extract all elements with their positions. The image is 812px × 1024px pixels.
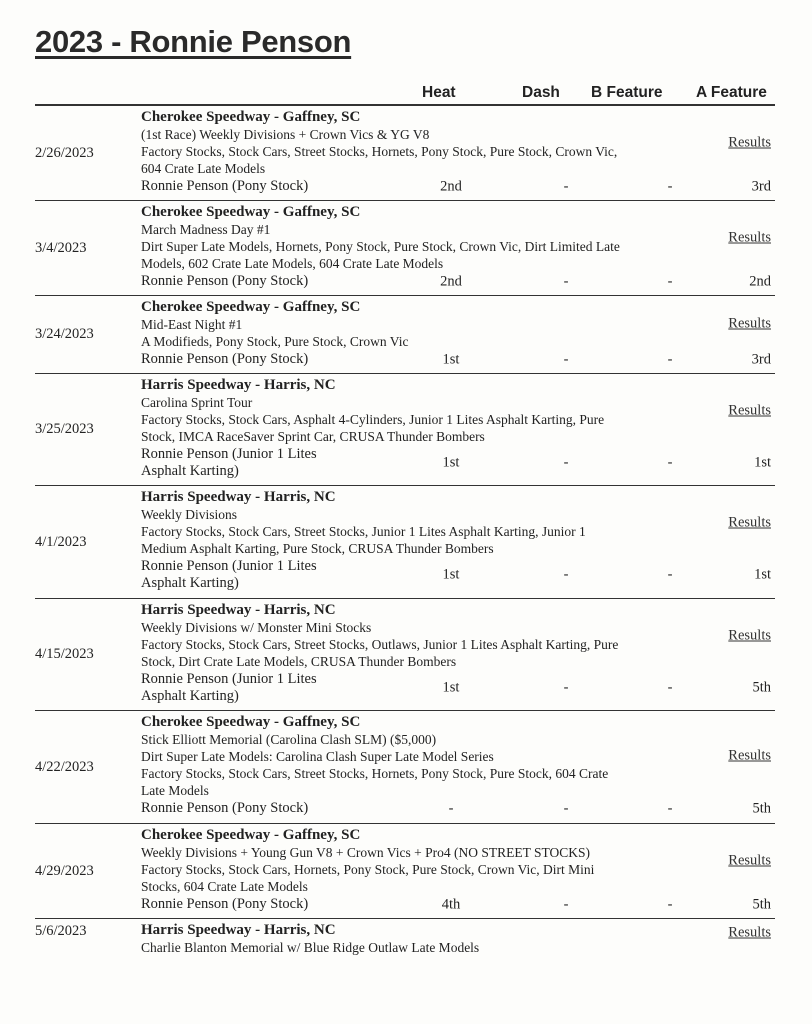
driver-class-line: Ronnie Penson (Junior 1 Lites	[141, 446, 317, 462]
race-description-line: (1st Race) Weekly Divisions + Crown Vics & YG V8	[141, 127, 430, 142]
race-info	[141, 921, 775, 956]
a-feature-placing: 3rd	[751, 351, 771, 367]
race-text	[141, 921, 701, 956]
a-feature-placing: 3rd	[751, 178, 771, 194]
race-date-text: 3/4/2023	[35, 239, 87, 256]
race-description-line: Medium Asphalt Karting, Pure Stock, CRUSA Thunder Bombers	[141, 541, 494, 556]
driver-class-line: Ronnie Penson (Junior 1 Lites	[141, 671, 317, 687]
heat-placing: 2nd	[440, 273, 462, 289]
driver-result-row	[141, 800, 775, 817]
race-date	[35, 711, 141, 823]
venue: Harris Speedway - Harris, NC	[141, 377, 336, 393]
race-details	[141, 486, 775, 598]
b-feature-placing: -	[667, 273, 673, 289]
driver-result-row	[141, 558, 775, 592]
column-header-dash: Dash	[522, 84, 560, 101]
race-date	[35, 824, 141, 918]
race-text	[141, 713, 701, 799]
driver-class	[141, 178, 346, 195]
race-description-line: Factory Stocks, Stock Cars, Street Stocks, Hornets, Pony Stock, Pure Stock, 604 Crate	[141, 766, 609, 781]
page-title: 2023 - Ronnie Penson	[35, 24, 352, 59]
race-row	[35, 106, 775, 201]
race-row	[35, 599, 775, 711]
race-description-line: Dirt Super Late Models: Carolina Clash Super Late Model Series	[141, 749, 494, 764]
driver-class	[141, 446, 346, 480]
venue: Cherokee Speedway - Gaffney, SC	[141, 827, 361, 843]
race-description-line: A Modifieds, Pony Stock, Pure Stock, Crown Vic	[141, 334, 409, 349]
results-link[interactable]: Results	[728, 627, 771, 643]
driver-class-line: Ronnie Penson (Junior 1 Lites	[141, 558, 317, 574]
race-description-line: Models, 602 Crate Late Models, 604 Crate Late Models	[141, 256, 444, 271]
race-description-line: Stick Elliott Memorial (Carolina Clash SLM) ($5,000)	[141, 732, 437, 747]
race-info	[141, 108, 775, 177]
a-feature-placing: 1st	[754, 566, 771, 583]
race-description-line: Factory Stocks, Stock Cars, Street Stocks, Outlaws, Junior 1 Lites Asphalt Karting, Pure	[141, 637, 619, 652]
race-description-line: Weekly Divisions w/ Monster Mini Stocks	[141, 620, 372, 635]
a-feature-placing: 2nd	[749, 273, 771, 289]
race-description-line: Factory Stocks, Stock Cars, Street Stocks, Junior 1 Lites Asphalt Karting, Junior 1	[141, 524, 586, 539]
driver-result-row	[141, 178, 775, 195]
results-link[interactable]: Results	[728, 852, 771, 868]
b-feature-placing: -	[667, 800, 673, 816]
race-date	[35, 106, 141, 200]
dash-placing: -	[563, 800, 569, 816]
driver-class	[141, 896, 346, 913]
heat-placing: 2nd	[440, 178, 462, 194]
results-link[interactable]: Results	[728, 134, 771, 150]
race-text	[141, 826, 701, 895]
race-description-line: Dirt Super Late Models, Hornets, Pony Stock, Pure Stock, Crown Vic, Dirt Limited Late	[141, 239, 620, 254]
race-description-line: March Madness Day #1	[141, 222, 271, 237]
race-info	[141, 488, 775, 557]
driver-result-row	[141, 446, 775, 480]
venue: Cherokee Speedway - Gaffney, SC	[141, 109, 361, 125]
dash-placing: -	[563, 273, 569, 289]
column-header-a-feature: A Feature	[696, 84, 767, 101]
race-date-text: 4/29/2023	[35, 862, 94, 879]
race-description-line: Factory Stocks, Stock Cars, Hornets, Pony Stock, Pure Stock, Crown Vic, Dirt Mini	[141, 862, 595, 877]
dash-placing: -	[563, 454, 569, 471]
race-date	[35, 374, 141, 485]
race-info	[141, 601, 775, 670]
race-description-line: 604 Crate Late Models	[141, 161, 266, 176]
race-info	[141, 826, 775, 895]
race-text	[141, 488, 701, 557]
results-link[interactable]: Results	[728, 229, 771, 245]
race-info	[141, 203, 775, 272]
race-info	[141, 298, 775, 350]
race-details	[141, 919, 775, 961]
race-description-line: Stocks, 604 Crate Late Models	[141, 879, 308, 894]
race-date	[35, 599, 141, 710]
b-feature-placing: -	[667, 454, 673, 471]
driver-result-row	[141, 671, 775, 705]
venue: Cherokee Speedway - Gaffney, SC	[141, 714, 361, 730]
race-info	[141, 713, 775, 799]
race-description-line: Charlie Blanton Memorial w/ Blue Ridge Outlaw Late Models	[141, 940, 480, 955]
race-date	[35, 486, 141, 598]
heat-placing: 1st	[442, 351, 460, 367]
b-feature-placing: -	[667, 351, 673, 367]
race-details	[141, 599, 775, 710]
driver-class	[141, 558, 346, 592]
driver-result-row	[141, 273, 775, 290]
race-date-text: 4/1/2023	[35, 533, 87, 550]
race-text	[141, 203, 701, 272]
race-description-line: Late Models	[141, 783, 209, 798]
dash-placing: -	[563, 679, 569, 696]
driver-class	[141, 671, 346, 705]
column-header-b-feature: B Feature	[591, 84, 663, 101]
race-description-line: Mid-East Night #1	[141, 317, 243, 332]
driver-class-line: Asphalt Karting)	[141, 575, 239, 591]
heat-placing: 1st	[442, 454, 460, 471]
venue: Cherokee Speedway - Gaffney, SC	[141, 299, 361, 315]
race-details	[141, 711, 775, 823]
driver-class	[141, 351, 346, 368]
race-details	[141, 201, 775, 295]
race-row	[35, 824, 775, 919]
driver-class	[141, 273, 346, 290]
a-feature-placing: 1st	[754, 454, 771, 471]
heat-placing: -	[448, 800, 454, 816]
race-row	[35, 486, 775, 599]
race-row	[35, 711, 775, 824]
race-date-text: 4/22/2023	[35, 758, 94, 775]
race-date	[35, 201, 141, 295]
results-link[interactable]: Results	[728, 924, 771, 941]
race-description-line: Factory Stocks, Stock Cars, Street Stocks, Hornets, Pony Stock, Pure Stock, Crown Vic,	[141, 144, 618, 159]
driver-result-row	[141, 351, 775, 368]
dash-placing: -	[563, 351, 569, 367]
results-link[interactable]: Results	[728, 514, 771, 530]
race-details	[141, 106, 775, 200]
b-feature-placing: -	[667, 178, 673, 194]
venue: Harris Speedway - Harris, NC	[141, 489, 336, 505]
race-description-line: Stock, Dirt Crate Late Models, CRUSA Thunder Bombers	[141, 654, 457, 669]
heat-placing: 1st	[442, 679, 460, 696]
dash-placing: -	[563, 896, 569, 912]
race-date-text: 3/25/2023	[35, 421, 94, 437]
race-row	[35, 919, 775, 961]
heat-placing: 4th	[441, 896, 461, 912]
results-link[interactable]: Results	[728, 747, 771, 764]
driver-class-line: Ronnie Penson (Pony Stock)	[141, 178, 309, 194]
race-description-line: Stock, IMCA RaceSaver Sprint Car, CRUSA Thunder Bombers	[141, 429, 485, 444]
a-feature-placing: 5th	[752, 800, 771, 816]
heat-placing: 1st	[442, 566, 460, 583]
race-text	[141, 376, 701, 445]
results-link[interactable]: Results	[728, 402, 771, 418]
race-description-line: Factory Stocks, Stock Cars, Asphalt 4-Cylinders, Junior 1 Lites Asphalt Karting, Pure	[141, 412, 605, 427]
venue: Harris Speedway - Harris, NC	[141, 922, 336, 938]
dash-placing: -	[563, 178, 569, 194]
results-link[interactable]: Results	[728, 315, 771, 332]
race-details	[141, 374, 775, 485]
race-text	[141, 298, 701, 350]
driver-class-line: Ronnie Penson (Pony Stock)	[141, 800, 309, 816]
race-date-text: 3/24/2023	[35, 326, 94, 342]
race-row	[35, 296, 775, 374]
venue: Harris Speedway - Harris, NC	[141, 602, 336, 618]
driver-result-row	[141, 896, 775, 913]
driver-class-line: Asphalt Karting)	[141, 463, 239, 479]
driver-class-line: Ronnie Penson (Pony Stock)	[141, 351, 309, 367]
b-feature-placing: -	[667, 679, 673, 696]
race-row	[35, 201, 775, 296]
race-date	[35, 919, 141, 961]
race-row	[35, 374, 775, 486]
race-text	[141, 601, 701, 670]
race-date	[35, 296, 141, 373]
race-table	[35, 106, 775, 961]
race-details	[141, 296, 775, 373]
driver-class-line: Ronnie Penson (Pony Stock)	[141, 896, 309, 912]
driver-class-line: Ronnie Penson (Pony Stock)	[141, 273, 309, 289]
race-details	[141, 824, 775, 918]
a-feature-placing: 5th	[752, 679, 771, 696]
race-date-text: 5/6/2023	[35, 923, 87, 939]
race-description-line: Weekly Divisions + Young Gun V8 + Crown Vics + Pro4 (NO STREET STOCKS)	[141, 845, 590, 860]
a-feature-placing: 5th	[752, 896, 771, 912]
race-description-line: Carolina Sprint Tour	[141, 395, 253, 410]
race-date-text: 4/15/2023	[35, 646, 94, 662]
driver-class-line: Asphalt Karting)	[141, 688, 239, 704]
race-description-line: Weekly Divisions	[141, 507, 238, 522]
b-feature-placing: -	[667, 566, 673, 583]
race-text	[141, 108, 701, 177]
venue: Cherokee Speedway - Gaffney, SC	[141, 204, 361, 220]
race-date-text: 2/26/2023	[35, 144, 94, 161]
race-info	[141, 376, 775, 445]
driver-class	[141, 800, 346, 817]
column-header-heat: Heat	[422, 84, 456, 101]
b-feature-placing: -	[667, 896, 673, 912]
dash-placing: -	[563, 566, 569, 583]
